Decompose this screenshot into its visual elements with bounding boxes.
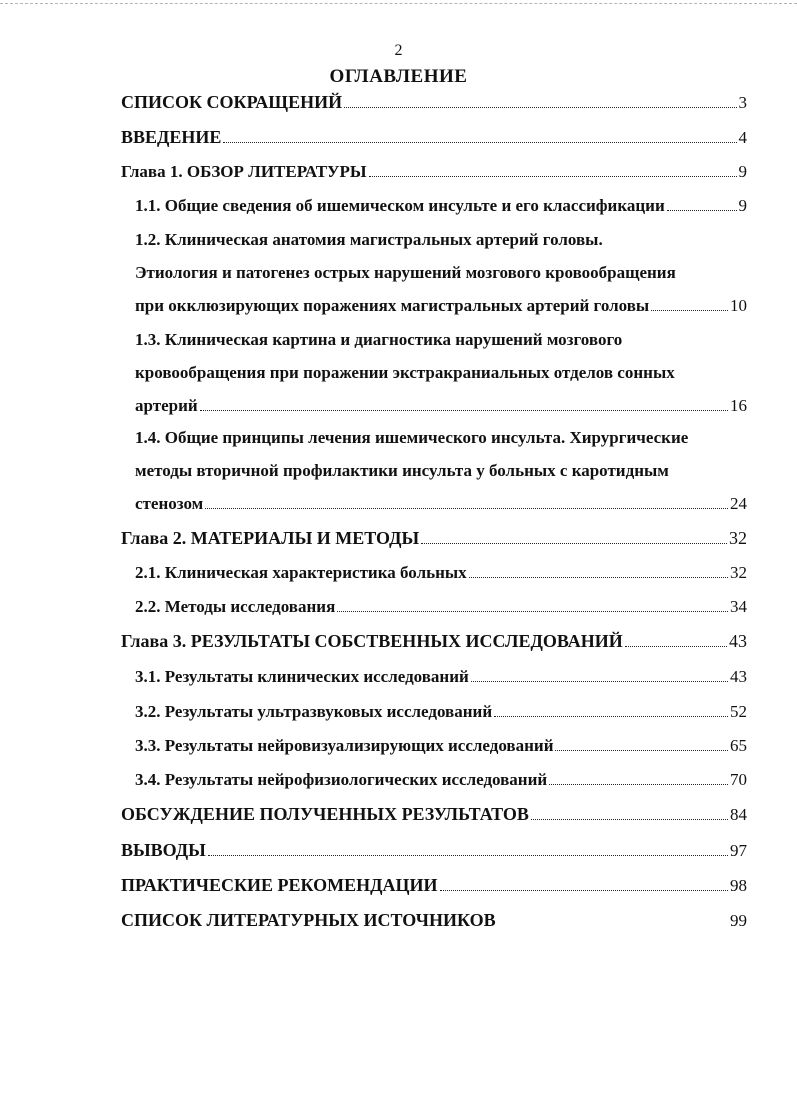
toc-entry-label: артерий [135, 396, 198, 415]
toc-entry-label: 2.2. Методы исследования [135, 597, 336, 616]
leader-dots [651, 309, 728, 311]
leader-dots [337, 610, 728, 612]
toc-page-number: 65 [730, 736, 747, 755]
toc-entry-discussion[interactable] [121, 804, 747, 825]
toc-entry-label: ВЫВОДЫ [121, 840, 206, 860]
leader-dots [200, 409, 728, 411]
toc-page-number: 70 [730, 770, 747, 789]
leader-dots [344, 106, 736, 108]
toc-page-number: 4 [738, 128, 747, 147]
toc-entry-section-2-1[interactable] [135, 563, 747, 583]
toc-entry-label: Глава 2. МАТЕРИАЛЫ И МЕТОДЫ [121, 528, 420, 548]
toc-entry-label: методы вторичной профилактики инсульта у больных с каротидным [135, 461, 669, 480]
toc-entry-section-3-4[interactable] [135, 770, 747, 790]
leader-dots [531, 818, 728, 820]
toc-page-number: 84 [730, 805, 747, 824]
leader-dots [369, 175, 737, 177]
toc-entry-label: 3.3. Результаты нейровизуализирующих исследований [135, 736, 554, 755]
toc-entry-label: 2.1. Клиническая характеристика больных [135, 563, 467, 582]
toc-entry-chapter-1[interactable] [121, 162, 747, 182]
toc-entry-abbreviations[interactable] [121, 92, 747, 113]
toc-page-number: 99 [730, 911, 747, 930]
toc-entry-section-1-2[interactable] [135, 230, 747, 316]
toc-title: ОГЛАВЛЕНИЕ [329, 66, 468, 87]
page-number: 2 [394, 42, 403, 59]
toc-entry-label: ВВЕДЕНИЕ [121, 127, 222, 147]
toc-page-number: 52 [730, 702, 747, 721]
leader-dots [421, 542, 727, 544]
leader-dots [555, 749, 728, 751]
toc-entry-conclusions[interactable] [121, 840, 747, 861]
toc-page-number: 9 [738, 196, 747, 215]
toc-entry-section-1-4[interactable] [135, 428, 747, 514]
toc-page-number: 24 [730, 494, 747, 513]
toc-entry-chapter-3[interactable] [121, 631, 747, 652]
toc-page-number: 10 [730, 296, 747, 315]
toc-entry-label: 1.3. Клиническая картина и диагностика нарушений мозгового [135, 330, 623, 349]
toc-entry-section-2-2[interactable] [135, 597, 747, 617]
toc-page-number: 32 [730, 563, 747, 582]
toc-entry-label: ПРАКТИЧЕСКИЕ РЕКОМЕНДАЦИИ [121, 875, 438, 895]
leader-dots [471, 680, 728, 682]
leader-dots [667, 209, 737, 211]
leader-dots [208, 854, 728, 856]
toc-entry-chapter-2[interactable] [121, 528, 747, 549]
toc-entry-label: 3.2. Результаты ультразвуковых исследований [135, 702, 493, 721]
toc-entry-label: СПИСОК ЛИТЕРАТУРНЫХ ИСТОЧНИКОВ [121, 910, 496, 930]
toc-entry-section-3-2[interactable] [135, 702, 747, 722]
toc-entry-recommendations[interactable] [121, 875, 747, 896]
toc-entry-label: Этиология и патогенез острых нарушений мозгового кровообращения [135, 263, 676, 282]
toc-page-number: 32 [729, 528, 747, 548]
toc-entry-label: 3.4. Результаты нейрофизиологических исследований [135, 770, 548, 789]
leader-space [498, 925, 728, 926]
toc-page-number: 43 [730, 667, 747, 686]
toc-page-number: 97 [730, 841, 747, 860]
toc-entry-label: кровообращения при поражении экстракраниальных отделов сонных [135, 363, 675, 382]
toc-page-number: 9 [738, 162, 747, 181]
toc-entry-label: при окклюзирующих поражениях магистральных артерий головы [135, 296, 650, 315]
toc-page-number: 98 [730, 876, 747, 895]
toc-entry-label: 1.4. Общие принципы лечения ишемического инсульта. Хирургические [135, 428, 689, 447]
toc-entry-section-1-1[interactable] [135, 196, 747, 216]
toc-entry-references[interactable] [121, 910, 747, 931]
leader-dots [223, 141, 736, 143]
toc-entry-label: ОБСУЖДЕНИЕ ПОЛУЧЕННЫХ РЕЗУЛЬТАТОВ [121, 804, 529, 824]
leader-dots [549, 783, 728, 785]
toc-entry-label: СПИСОК СОКРАЩЕНИЙ [121, 92, 343, 112]
leader-dots [469, 576, 728, 578]
scan-edge-noise [0, 3, 797, 7]
toc-entry-label: стенозом [135, 494, 204, 513]
toc-entry-label: 1.1. Общие сведения об ишемическом инсульте и его классификации [135, 196, 665, 215]
toc-entry-section-1-3[interactable] [135, 330, 747, 416]
toc-entry-section-3-1[interactable] [135, 667, 747, 687]
toc-entry-label: Глава 1. ОБЗОР ЛИТЕРАТУРЫ [121, 162, 367, 181]
toc-entry-introduction[interactable] [121, 127, 747, 148]
leader-dots [205, 507, 728, 509]
toc-entry-section-3-3[interactable] [135, 736, 747, 756]
leader-dots [440, 889, 728, 891]
toc-page-number: 43 [729, 631, 747, 651]
toc-entry-label: 3.1. Результаты клинических исследований [135, 667, 469, 686]
toc-entry-label: 1.2. Клиническая анатомия магистральных артерий головы. [135, 230, 603, 249]
leader-dots [494, 715, 728, 717]
toc-page-number: 16 [730, 396, 747, 415]
toc-page-number: 34 [730, 597, 747, 616]
leader-dots [625, 645, 727, 647]
toc-page-number: 3 [738, 93, 747, 112]
toc-entry-label: Глава 3. РЕЗУЛЬТАТЫ СОБСТВЕННЫХ ИССЛЕДОВАНИЙ [121, 631, 623, 651]
